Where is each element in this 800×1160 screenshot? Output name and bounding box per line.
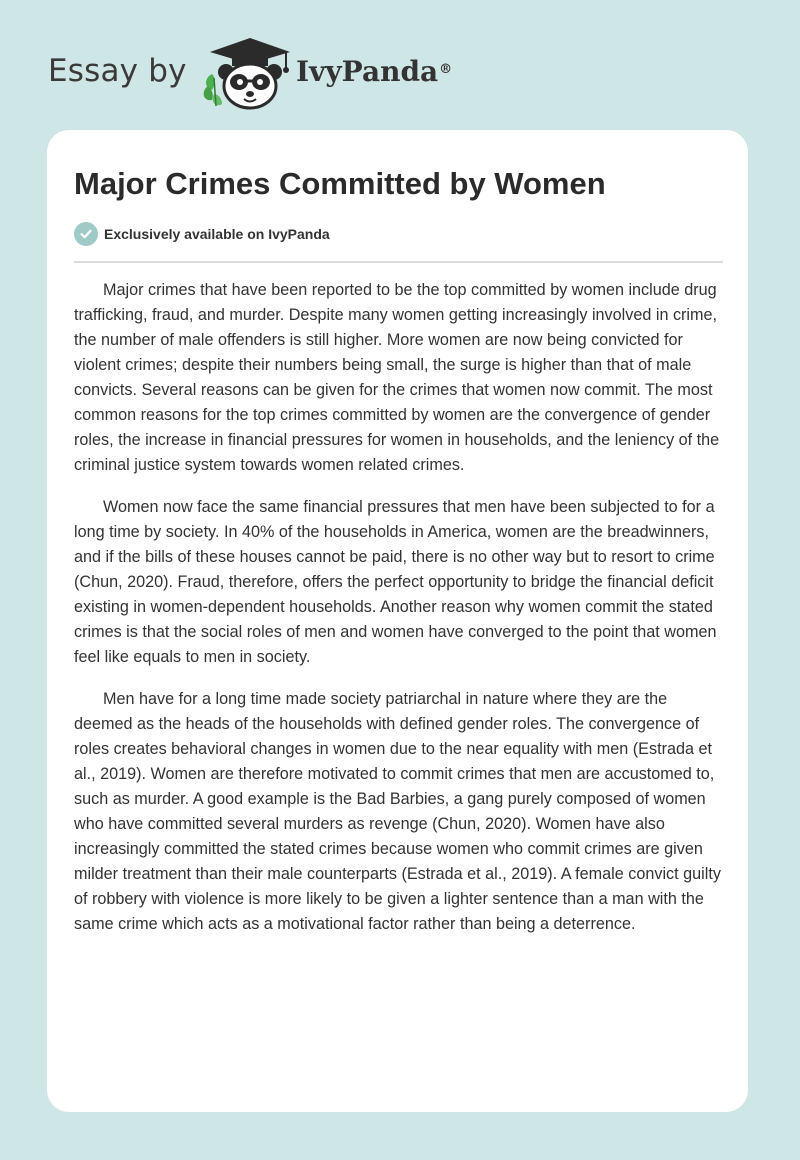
registered-mark: ® <box>439 62 453 77</box>
ivy-leaf-icon <box>204 74 222 106</box>
paragraph-1: Major crimes that have been reported to be the top committed by women include drug trafficking, fraud, and murder. Despite many women getting increasingly involved in crime, the number of male offenders is still higher. More women are now being convicted for violent crimes; despite their numbers being small, the surge is higher than that of male convicts. Several reasons can be given for the crimes that women now commit. The most common reasons for the top crimes committed by women are the convergence of gender roles, the increase in financial pressures for women in households, and the leniency of the criminal justice system towards women related crimes. <box>74 281 720 474</box>
paragraph-2: Women now face the same financial pressures that men have been subjected to for a long time by society. In 40% of the households in America, women are the breadwinners, and if the bills of these houses cannot be paid, there is no other way but to resort to crime (Chun, 2020). Fraud, therefore, offers the perfect opportunity to bridge the financial deficit existing in women-dependent households. Another reason why women commit the stated crimes is that the social roles of men and women have converged to the point that women feel like equals to men in society. <box>74 498 717 666</box>
check-icon <box>74 222 98 246</box>
page-title: Major Crimes Committed by Women <box>74 166 606 201</box>
exclusive-label: Exclusively available on IvyPanda <box>104 226 330 242</box>
exclusive-badge <box>74 222 330 246</box>
brand-name: IvyPanda <box>296 55 439 88</box>
essay-by-label: Essay by <box>48 53 187 89</box>
brand-logo-text[interactable] <box>296 54 452 90</box>
paragraph-3: Men have for a long time made society patriarchal in nature where they are the deemed as the heads of the households with defined gender roles. The convergence of roles creates behavioral changes in women due to the near equality with men (Estrada et al., 2019). Women are therefore motivated to commit crimes that men are accustomed to, such as murder. A good example is the Bad Barbies, a gang purely composed of women who have committed several murders as revenge (Chun, 2020). Women have also increasingly committed the stated crimes because women who commit crimes are given milder treatment than their male counterparts (Estrada et al., 2019). A female convict guilty of robbery with violence is more likely to be given a lighter sentence than a man with the same crime which acts as a motivational factor rather than being a deterrence. <box>74 690 721 933</box>
title-divider <box>74 261 723 263</box>
panda-logo-icon[interactable] <box>198 34 294 110</box>
essay-body <box>74 278 724 954</box>
essay-card <box>47 130 748 1112</box>
site-header <box>0 0 800 130</box>
